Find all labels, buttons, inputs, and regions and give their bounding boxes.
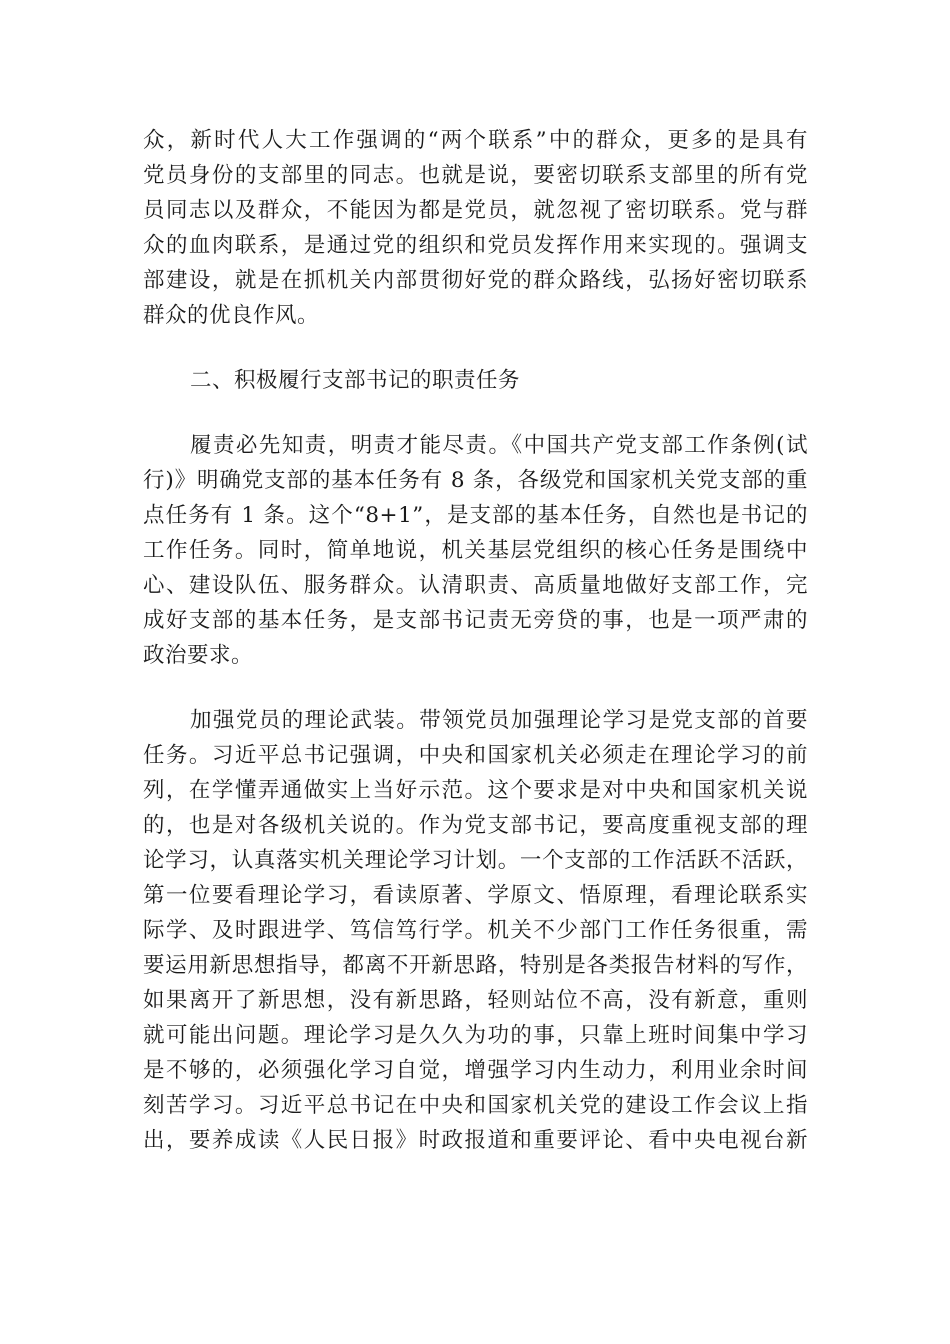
paragraph-line: 众，新时代人大工作强调的“两个联系”中的群众，更多的是具有 bbox=[143, 128, 808, 153]
paragraph-line: 众的血肉联系，是通过党的组织和党员发挥作用来实现的。强调支 bbox=[143, 233, 808, 258]
paragraph-line: 出，要养成读《人民日报》时政报道和重要评论、看中央电视台新 bbox=[143, 1128, 808, 1153]
paragraph-line: 工作任务。同时，简单地说，机关基层党组织的核心任务是围绕中 bbox=[143, 538, 808, 563]
paragraph-line: 党员身份的支部里的同志。也就是说，要密切联系支部里的所有党 bbox=[143, 163, 808, 188]
paragraph-line: 点任务有 1 条。这个“8+1”，是支部的基本任务，自然也是书记的 bbox=[143, 503, 808, 528]
paragraph-line: 行)》明确党支部的基本任务有 8 条，各级党和国家机关党支部的重 bbox=[143, 468, 808, 493]
paragraph-line: 列，在学懂弄通做实上当好示范。这个要求是对中央和国家机关说 bbox=[143, 778, 808, 803]
paragraph-line: 成好支部的基本任务，是支部书记责无旁贷的事，也是一项严肃的 bbox=[143, 608, 808, 633]
paragraph-line: 际学、及时跟进学、笃信笃行学。机关不少部门工作任务很重，需 bbox=[143, 918, 808, 943]
paragraph-line: 是不够的，必须强化学习自觉，增强学习内生动力，利用业余时间 bbox=[143, 1058, 808, 1083]
paragraph-line: 群众的优良作风。 bbox=[143, 303, 320, 328]
paragraph-line: 政治要求。 bbox=[143, 643, 254, 668]
paragraph-line: 部建设，就是在抓机关内部贯彻好党的群众路线，弘扬好密切联系 bbox=[143, 268, 808, 293]
paragraph-line: 的，也是对各级机关说的。作为党支部书记，要高度重视支部的理 bbox=[143, 813, 808, 838]
paragraph-line: 如果离开了新思想，没有新思路，轻则站位不高，没有新意，重则 bbox=[143, 988, 808, 1013]
paragraph-line: 刻苦学习。习近平总书记在中央和国家机关党的建设工作会议上指 bbox=[143, 1093, 808, 1118]
paragraph-line: 论学习，认真落实机关理论学习计划。一个支部的工作活跃不活跃， bbox=[143, 848, 808, 873]
paragraph-line: 就可能出问题。理论学习是久久为功的事，只靠上班时间集中学习 bbox=[143, 1023, 808, 1048]
paragraph-line: 心、建设队伍、服务群众。认清职责、高质量地做好支部工作，完 bbox=[143, 573, 808, 598]
paragraph-line: 任务。习近平总书记强调，中央和国家机关必须走在理论学习的前 bbox=[143, 743, 808, 768]
paragraph-line: 履责必先知责，明责才能尽责。《中国共产党支部工作条例(试 bbox=[190, 433, 808, 458]
paragraph-line: 员同志以及群众，不能因为都是党员，就忽视了密切联系。党与群 bbox=[143, 198, 808, 223]
paragraph-line: 加强党员的理论武装。带领党员加强理论学习是党支部的首要 bbox=[190, 708, 808, 733]
paragraph-line: 第一位要看理论学习，看读原著、学原文、悟原理，看理论联系实 bbox=[143, 883, 808, 908]
section-heading: 二、积极履行支部书记的职责任务 bbox=[190, 368, 521, 393]
paragraph-line: 要运用新思想指导，都离不开新思路，特别是各类报告材料的写作， bbox=[143, 953, 808, 978]
